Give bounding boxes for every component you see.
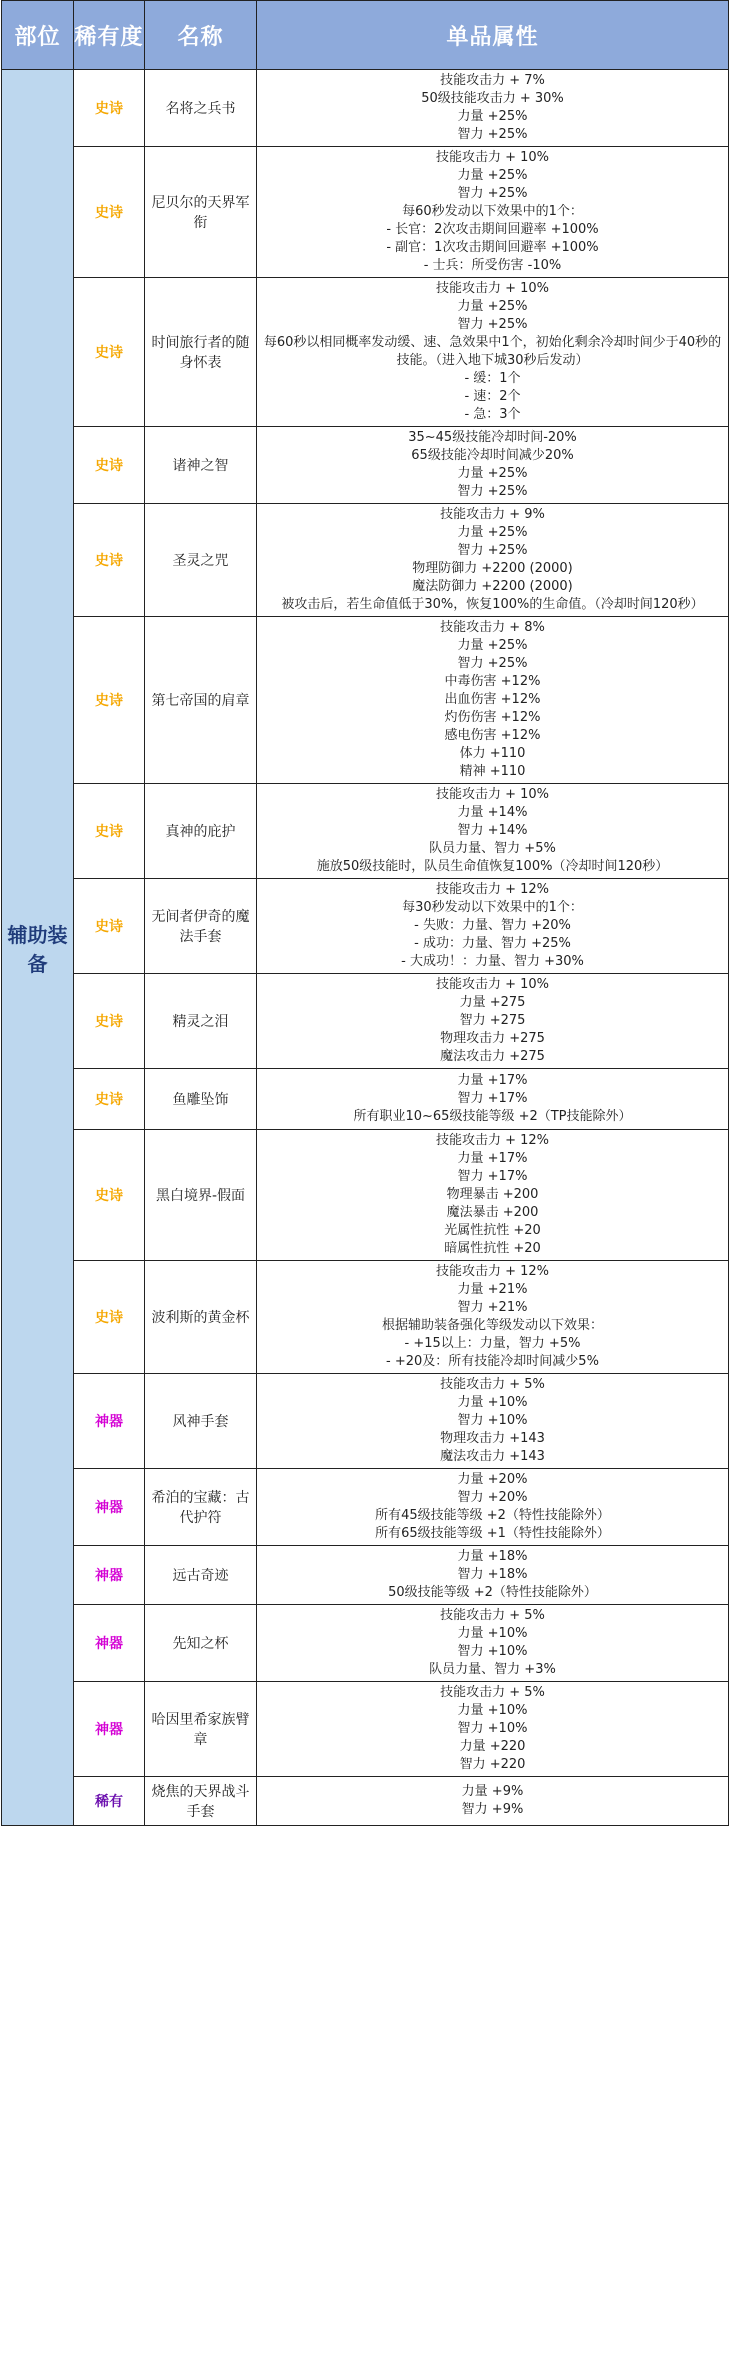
attribute-line: 魔法攻击力 +275 <box>440 1049 545 1064</box>
attributes-cell <box>257 1374 729 1469</box>
attributes-cell <box>257 784 729 879</box>
attribute-line: 技能攻击力 + 5% <box>440 1377 545 1392</box>
rarity-cell: 神器 <box>74 1469 145 1546</box>
attribute-line: 技能攻击力 + 12% <box>435 882 550 897</box>
attributes-cell <box>257 1605 729 1682</box>
attribute-line: 每30秒发动以下效果中的1个： <box>402 900 583 915</box>
header-attributes: 单品属性 <box>257 1 729 70</box>
header-part: 部位 <box>2 1 74 70</box>
attribute-line: 暗属性抗性 +20 <box>444 1241 541 1256</box>
table-row <box>2 1261 729 1374</box>
attribute-line: 智力 +25% <box>457 317 528 332</box>
attribute-line: 力量 +25% <box>457 109 528 124</box>
table-row <box>2 1546 729 1605</box>
rarity-cell: 史诗 <box>74 278 145 427</box>
item-name-cell: 烧焦的天界战斗手套 <box>145 1777 257 1826</box>
table-row <box>2 1777 729 1826</box>
rarity-cell: 史诗 <box>74 879 145 974</box>
attributes-cell <box>257 974 729 1069</box>
attribute-line: 被攻击后，若生命值低于30%，恢复100%的生命值。（冷却时间120秒） <box>281 597 704 612</box>
attribute-line: - 副官：1次攻击期间回避率 +100% <box>386 240 599 255</box>
equipment-table <box>1 0 729 1826</box>
rarity-cell: 神器 <box>74 1682 145 1777</box>
attribute-line: 物理攻击力 +143 <box>440 1431 545 1446</box>
attribute-line: 智力 +14% <box>457 823 528 838</box>
attribute-line: - 急：3个 <box>464 407 521 422</box>
attributes-cell <box>257 879 729 974</box>
attributes-cell <box>257 1261 729 1374</box>
attribute-line: 智力 +10% <box>457 1721 528 1736</box>
rarity-cell: 神器 <box>74 1605 145 1682</box>
header-rarity: 稀有度 <box>74 1 145 70</box>
item-name-cell: 风神手套 <box>145 1374 257 1469</box>
attribute-line: 队员力量、智力 +5% <box>429 841 556 856</box>
attribute-line: 力量 +17% <box>457 1151 528 1166</box>
attribute-line: 物理防御力 +2200 (2000) <box>412 561 573 576</box>
attribute-line: - +15以上：力量，智力 +5% <box>404 1336 581 1351</box>
table-row <box>2 879 729 974</box>
attribute-line: 力量 +25% <box>457 466 528 481</box>
attribute-line: - 成功：力量、智力 +25% <box>414 936 571 951</box>
attributes-cell <box>257 278 729 427</box>
table-row <box>2 617 729 784</box>
table-row <box>2 974 729 1069</box>
attribute-line: 智力 +9% <box>461 1802 524 1817</box>
attribute-line: 物理攻击力 +275 <box>440 1031 545 1046</box>
part-cell: 辅助装备 <box>2 70 74 1826</box>
item-name-cell: 波利斯的黄金杯 <box>145 1261 257 1374</box>
attribute-line: 出血伤害 +12% <box>444 692 541 707</box>
attribute-line: - 速：2个 <box>464 389 521 404</box>
attribute-line: 智力 +25% <box>457 484 528 499</box>
attribute-line: 力量 +220 <box>459 1739 526 1754</box>
attributes-cell <box>257 1546 729 1605</box>
attribute-line: 技能攻击力 + 9% <box>440 507 545 522</box>
attribute-line: 力量 +21% <box>457 1282 528 1297</box>
item-name-cell: 诸神之智 <box>145 427 257 504</box>
table-row <box>2 1069 729 1130</box>
attribute-line: 灼伤伤害 +12% <box>444 710 541 725</box>
item-name-cell: 第七帝国的肩章 <box>145 617 257 784</box>
attributes-cell <box>257 147 729 278</box>
header-row <box>2 1 729 70</box>
attribute-line: 技能攻击力 + 5% <box>440 1685 545 1700</box>
rarity-cell: 史诗 <box>74 784 145 879</box>
item-name-cell: 真神的庇护 <box>145 784 257 879</box>
attribute-line: 施放50级技能时，队员生命值恢复100%（冷却时间120秒） <box>316 859 669 874</box>
attribute-line: 力量 +9% <box>461 1784 524 1799</box>
attribute-line: 体力 +110 <box>459 746 526 761</box>
rarity-cell: 史诗 <box>74 1130 145 1261</box>
attribute-line: 智力 +21% <box>457 1300 528 1315</box>
item-name-cell: 精灵之泪 <box>145 974 257 1069</box>
table-row <box>2 427 729 504</box>
item-name-cell: 远古奇迹 <box>145 1546 257 1605</box>
rarity-cell: 神器 <box>74 1374 145 1469</box>
item-name-cell: 鱼雕坠饰 <box>145 1069 257 1130</box>
table-row <box>2 1374 729 1469</box>
item-name-cell: 哈因里希家族臂章 <box>145 1682 257 1777</box>
attributes-cell <box>257 1130 729 1261</box>
attribute-line: 智力 +220 <box>459 1757 526 1772</box>
attribute-line: 技能攻击力 + 10% <box>435 150 550 165</box>
attribute-line: 精神 +110 <box>459 764 526 779</box>
attribute-line: 力量 +10% <box>457 1395 528 1410</box>
attributes-cell <box>257 427 729 504</box>
table-row <box>2 784 729 879</box>
attribute-line: 所有职业10~65级技能等级 +2（TP技能除外） <box>353 1109 632 1124</box>
rarity-cell: 史诗 <box>74 147 145 278</box>
item-name-cell: 名将之兵书 <box>145 70 257 147</box>
attribute-line: 技能攻击力 + 12% <box>435 1264 550 1279</box>
attribute-line: 技能攻击力 + 10% <box>435 787 550 802</box>
attribute-line: 智力 +20% <box>457 1490 528 1505</box>
attribute-line: 力量 +18% <box>457 1549 528 1564</box>
attribute-line: 力量 +25% <box>457 525 528 540</box>
attribute-line: 技能攻击力 + 5% <box>440 1608 545 1623</box>
item-name-cell: 先知之杯 <box>145 1605 257 1682</box>
attribute-line: 力量 +25% <box>457 168 528 183</box>
table-row <box>2 1469 729 1546</box>
attribute-line: 技能攻击力 + 8% <box>440 620 545 635</box>
table-row <box>2 278 729 427</box>
attribute-line: 智力 +10% <box>457 1644 528 1659</box>
attributes-cell <box>257 504 729 617</box>
item-name-cell: 尼贝尔的天界军衔 <box>145 147 257 278</box>
attribute-line: 智力 +275 <box>459 1013 526 1028</box>
attribute-line: - 士兵：所受伤害 -10% <box>423 258 562 273</box>
attribute-line: 魔法攻击力 +143 <box>440 1449 545 1464</box>
attribute-line: 技能攻击力 + 10% <box>435 281 550 296</box>
table-row <box>2 1130 729 1261</box>
attribute-line: - 大成功！：力量、智力 +30% <box>401 954 584 969</box>
item-name-cell: 圣灵之咒 <box>145 504 257 617</box>
attribute-line: 每60秒发动以下效果中的1个： <box>402 204 583 219</box>
table-row <box>2 147 729 278</box>
attribute-line: 智力 +25% <box>457 127 528 142</box>
rarity-cell: 史诗 <box>74 427 145 504</box>
attribute-line: 技能攻击力 + 7% <box>440 73 545 88</box>
rarity-cell: 稀有 <box>74 1777 145 1826</box>
attribute-line: - 缓：1个 <box>464 371 521 386</box>
attribute-line: 力量 +275 <box>459 995 526 1010</box>
attribute-line: 力量 +25% <box>457 299 528 314</box>
attribute-line: 力量 +25% <box>457 638 528 653</box>
attribute-line: 力量 +10% <box>457 1626 528 1641</box>
rarity-cell: 史诗 <box>74 70 145 147</box>
item-name-cell: 无间者伊奇的魔法手套 <box>145 879 257 974</box>
table-row <box>2 70 729 147</box>
rarity-cell: 史诗 <box>74 1261 145 1374</box>
rarity-cell: 史诗 <box>74 1069 145 1130</box>
attribute-line: 智力 +18% <box>457 1567 528 1582</box>
attribute-line: 所有65级技能等级 +1（特性技能除外） <box>375 1526 610 1541</box>
attribute-line: 智力 +17% <box>457 1169 528 1184</box>
attribute-line: - 失败：力量、智力 +20% <box>414 918 571 933</box>
attribute-line: 光属性抗性 +20 <box>444 1223 541 1238</box>
attribute-line: 队员力量、智力 +3% <box>429 1662 556 1677</box>
attributes-cell <box>257 70 729 147</box>
table-row <box>2 1682 729 1777</box>
attribute-line: 智力 +10% <box>457 1413 528 1428</box>
attribute-line: 智力 +25% <box>457 186 528 201</box>
attribute-line: 50级技能等级 +2（特性技能除外） <box>388 1585 597 1600</box>
attributes-cell <box>257 1069 729 1130</box>
table-row <box>2 504 729 617</box>
attribute-line: 50级技能攻击力 + 30% <box>421 91 564 106</box>
table-row <box>2 1605 729 1682</box>
attribute-line: 智力 +17% <box>457 1091 528 1106</box>
attributes-cell <box>257 1469 729 1546</box>
attribute-line: 65级技能冷却时间减少20% <box>411 448 574 463</box>
attribute-line: 技能攻击力 + 12% <box>435 1133 550 1148</box>
item-name-cell: 时间旅行者的随身怀表 <box>145 278 257 427</box>
attribute-line: 魔法暴击 +200 <box>446 1205 539 1220</box>
attribute-line: 中毒伤害 +12% <box>444 674 541 689</box>
attribute-line: 根据辅助装备强化等级发动以下效果： <box>381 1318 603 1333</box>
attribute-line: 力量 +20% <box>457 1472 528 1487</box>
header-name: 名称 <box>145 1 257 70</box>
attribute-line: - 长官：2次攻击期间回避率 +100% <box>386 222 599 237</box>
rarity-cell: 神器 <box>74 1546 145 1605</box>
attribute-line: 智力 +25% <box>457 543 528 558</box>
attributes-cell <box>257 1682 729 1777</box>
attribute-line: 每60秒以相同概率发动缓、速、急效果中1个，初始化剩余冷却时间少于40秒的技能。（进入地下城30秒后发动） <box>263 335 722 368</box>
attribute-line: 力量 +14% <box>457 805 528 820</box>
item-name-cell: 黑白境界-假面 <box>145 1130 257 1261</box>
attributes-cell <box>257 617 729 784</box>
attribute-line: 力量 +10% <box>457 1703 528 1718</box>
rarity-cell: 史诗 <box>74 617 145 784</box>
item-name-cell: 希泊的宝藏：古代护符 <box>145 1469 257 1546</box>
attribute-line: 魔法防御力 +2200 (2000) <box>412 579 573 594</box>
attribute-line: 35~45级技能冷却时间-20% <box>408 430 577 445</box>
attribute-line: 感电伤害 +12% <box>444 728 541 743</box>
attribute-line: - +20及：所有技能冷却时间减少5% <box>386 1354 599 1369</box>
attribute-line: 力量 +17% <box>457 1073 528 1088</box>
rarity-cell: 史诗 <box>74 504 145 617</box>
attribute-line: 物理暴击 +200 <box>446 1187 539 1202</box>
attribute-line: 所有45级技能等级 +2（特性技能除外） <box>375 1508 610 1523</box>
rarity-cell: 史诗 <box>74 974 145 1069</box>
attributes-cell <box>257 1777 729 1826</box>
attribute-line: 技能攻击力 + 10% <box>435 977 550 992</box>
attribute-line: 智力 +25% <box>457 656 528 671</box>
